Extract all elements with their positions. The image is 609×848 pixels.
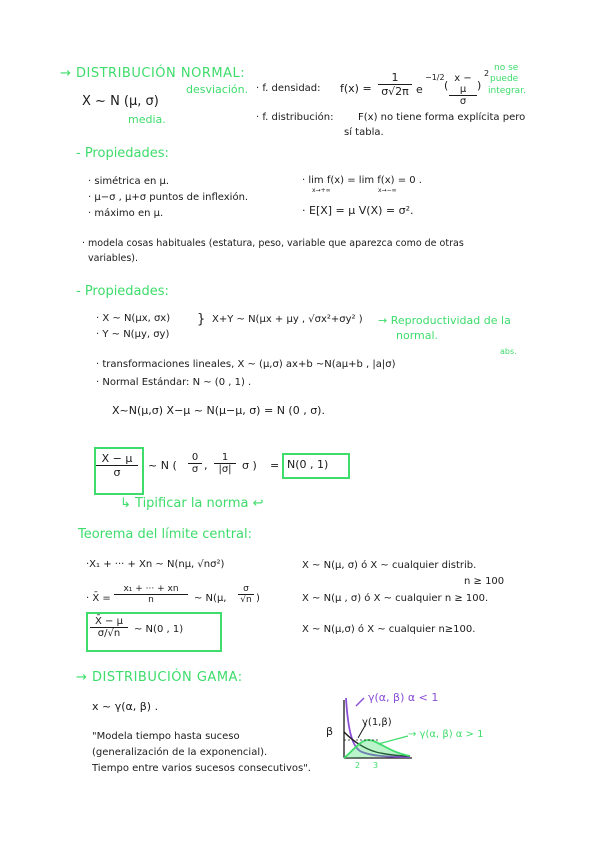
tip-num: X − μ <box>96 452 138 466</box>
tlc-eq2-lhs: · X̄ = <box>86 593 111 604</box>
lineales-text: · transformaciones lineales, X ~ (μ,σ) ax+b ~N(aμ+b , |a|σ) <box>96 359 396 370</box>
gamma-label-a: γ(α, β) α < 1 <box>368 691 439 704</box>
tlc-eq1: ·X₁ + ··· + Xn ~ N(nμ, √nσ²) <box>86 559 225 570</box>
x-def: · X ~ N(μx, σx) <box>96 313 171 324</box>
gamma-desc-3: Tiempo entre varios sucesos consecutivos". <box>92 763 311 774</box>
prop1-item-1: · μ−σ , μ+σ puntos de inflexión. <box>88 192 249 203</box>
gamma-tick-2: 2 <box>355 761 361 770</box>
tip-den: σ <box>113 466 121 479</box>
densidad-label: · f. densidad: <box>256 83 321 94</box>
no-integrar-1: no se <box>494 63 519 73</box>
reproductividad-1: → Reproductividad de la <box>378 314 511 327</box>
gamma-label-b: γ(1,β) <box>362 717 392 728</box>
distribucion-label: · f. distribución: <box>256 112 334 123</box>
prop1-item-2: · máximo en μ. <box>88 208 164 219</box>
densidad-sup: −1/2 <box>425 73 445 82</box>
tlc-c1: X ~ N(μ, σ) ó X ~ cualquier distrib. <box>302 560 477 571</box>
tlc-c3: X ~ N(μ,σ) ó X ~ cualquier n≥100. <box>302 624 476 635</box>
distribucion-text-1: F(x) no tiene forma explícita pero <box>358 112 526 123</box>
gamma-arrow-c <box>378 736 408 744</box>
tlc-c1b: n ≥ 100 <box>464 576 505 587</box>
densidad-paren-den: σ <box>459 96 467 107</box>
distribucion-text-2: sí tabla. <box>344 127 384 138</box>
propiedades2-title: - Propiedades: <box>76 284 169 299</box>
tlc-eq3-fraction: $\frac{X̄ - \mu}{\sigma/√n}$ <box>90 616 128 639</box>
gamma-desc-2: (generalización de la exponencial). <box>92 747 268 758</box>
densidad-f: f(x) = <box>340 82 372 95</box>
propiedades1-title: - Propiedades: <box>76 146 169 161</box>
estandar-text: · Normal Estándar: N ~ (0 , 1) . <box>96 377 252 388</box>
normal-title: → DISTRIBUCIÓN NORMAL: <box>60 66 246 81</box>
gamma-desc-1: "Modela tiempo hasta suceso <box>92 731 240 742</box>
normal-definition: X ~ N (μ, σ) <box>82 94 159 109</box>
esperanza-eq: · E[X] = μ V(X) = σ². <box>302 204 414 217</box>
y-def: · Y ~ N(μy, σy) <box>96 329 170 340</box>
gamma-def: x ~ γ(α, β) . <box>92 700 159 713</box>
tip-frac-1: $\frac{0}{\sigma}$ <box>188 452 202 475</box>
limit-eq: · lim f(x) = lim f(x) = 0 . <box>302 175 422 186</box>
tlc-title: Teorema del límite central: <box>78 527 253 542</box>
tlc-c2: X ~ N(μ , σ) ó X ~ cualquier n ≥ 100. <box>302 593 489 604</box>
media-label: media. <box>128 113 166 126</box>
densidad-paren-num: x − μ <box>449 73 477 96</box>
tip-result: N(0 , 1) <box>287 458 329 471</box>
reproductividad-2: normal. <box>396 329 439 342</box>
gamma-beta: β <box>326 725 334 738</box>
desviacion-label: desviación. <box>186 83 249 96</box>
tlc-eq2-rhs: ~ N(μ, <box>194 593 227 604</box>
densidad-exp: e <box>416 83 423 96</box>
tipificar-eq: X~N(μ,σ) X−μ ~ N(μ−μ, σ) = N (0 , σ). <box>112 404 325 417</box>
no-integrar-2: puede <box>490 74 519 84</box>
gamma-arrow-a <box>356 698 364 706</box>
tip-sigma: σ ) <box>242 459 257 472</box>
prop1-item-0: · simétrica en μ. <box>88 176 170 187</box>
suma-eq: X+Y ~ N(μx + μy , √σx²+σy² ) <box>212 314 363 325</box>
gamma-label-c: → γ(α, β) α > 1 <box>408 729 484 740</box>
densidad-den: σ√2π <box>381 85 409 98</box>
no-integrar-3: integrar. <box>488 86 526 96</box>
gamma-tick-3: 3 <box>373 761 379 770</box>
gamma-title: → DISTRIBUCIÓN GAMA: <box>76 670 243 685</box>
tlc-eq2-fraction: $\frac{\text{x₁ + ··· + xn}}{n}$ <box>114 584 188 605</box>
tlc-eq2-sigma-frac: $\frac{\sigma}{√n}$ <box>238 584 254 605</box>
tip-mid: ~ N ( <box>148 459 177 472</box>
limit-sub-1: x→+∞ <box>312 187 331 194</box>
densidad-num: 1 <box>378 71 412 85</box>
modela-text: · modela cosas habituales (estatura, peso, variable que aparezca como de otras <box>82 238 464 249</box>
densidad-pow: 2 <box>484 69 490 78</box>
tlc-eq3-rhs: ~ N(0 , 1) <box>134 624 184 635</box>
tipificar-label: ↳ Tipificar la norma ↩ <box>120 496 264 511</box>
limit-sub-2: x→−∞ <box>378 187 397 194</box>
modela-text-2: variables). <box>88 253 139 264</box>
tip-frac-2: $\frac{1}{|\sigma|}$ <box>214 452 236 475</box>
abs-label: abs. <box>500 347 517 356</box>
